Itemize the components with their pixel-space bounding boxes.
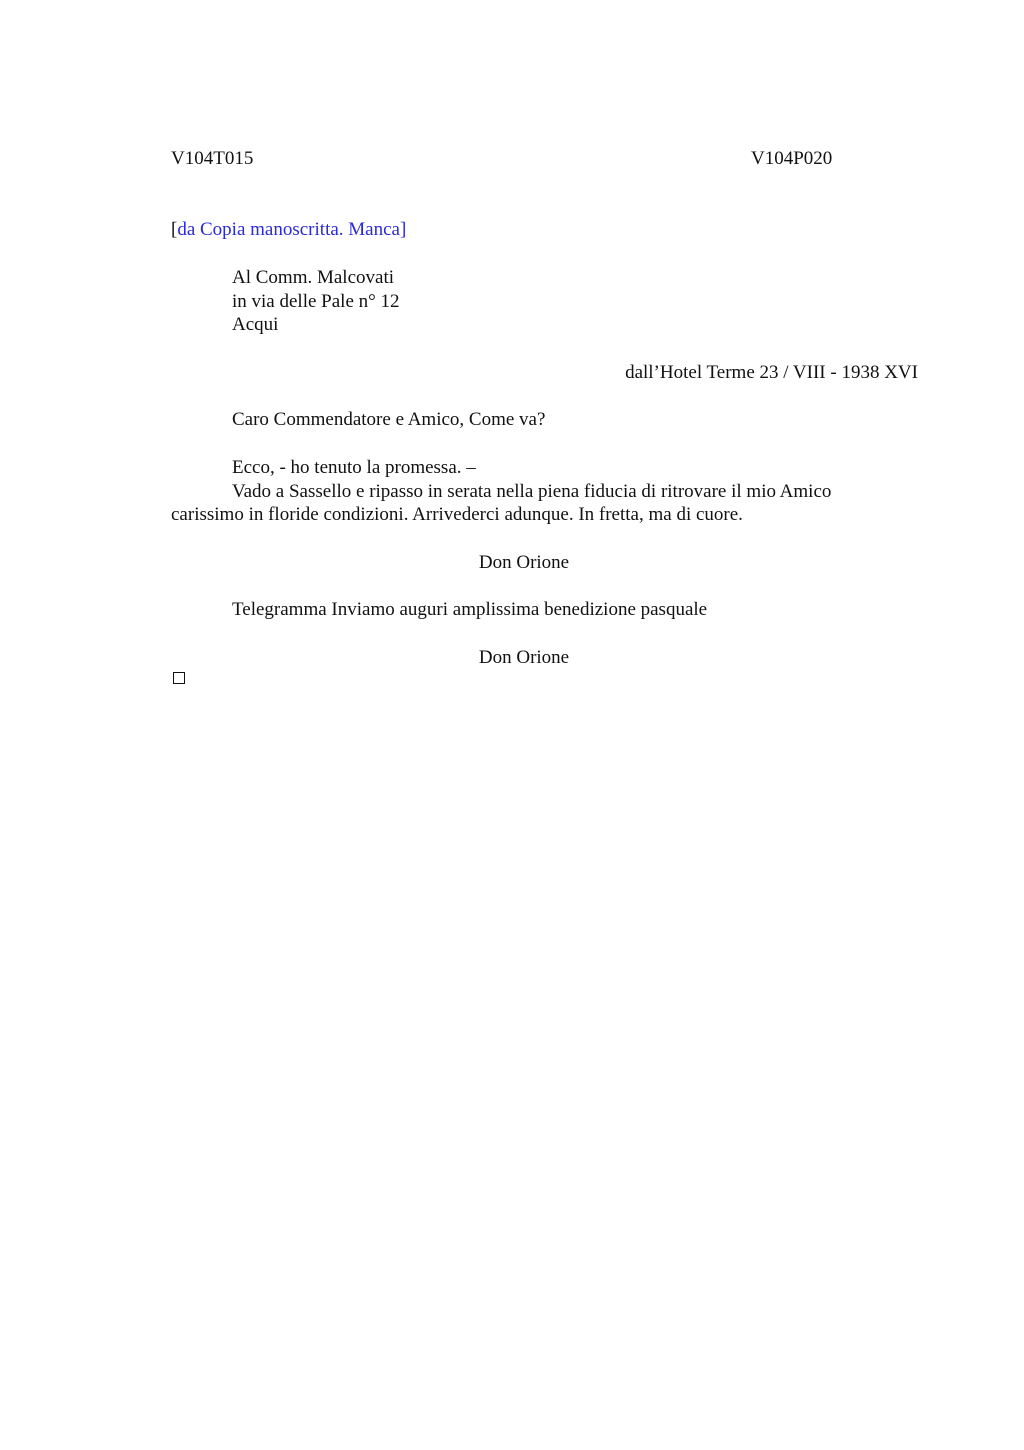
address-line-2: in via delle Pale n° 12 (232, 291, 400, 312)
body-paragraph-2-line-2: carissimo in floride condizioni. Arrivederci adunque. In fretta, ma di cuore. (171, 504, 743, 525)
dateline: dall’Hotel Terme 23 / VIII - 1938 XVI (625, 362, 918, 383)
source-note (171, 218, 406, 241)
document-code-left: V104T015 (171, 148, 254, 169)
address-line-1: Al Comm. Malcovati (232, 267, 395, 288)
telegram-text: Telegramma Inviamo auguri amplissima benedizione pasquale (232, 599, 708, 620)
source-note-text: da Copia manoscritta. Manca (177, 219, 400, 240)
document-code-right: V104P020 (751, 148, 833, 169)
signature-1: Don Orione (478, 552, 570, 573)
body-paragraph-2-line-1: Vado a Sassello e ripasso in serata nella piena fiducia di ritrovare il mio Amico (232, 481, 832, 502)
address-line-3: Acqui (232, 314, 279, 335)
empty-square-icon (173, 672, 185, 684)
source-note-open-bracket: [ (171, 219, 178, 240)
body-paragraph-1: Ecco, - ho tenuto la promessa. – (232, 457, 476, 478)
source-note-close-bracket: ] (399, 219, 407, 240)
salutation: Caro Commendatore e Amico, Come va? (232, 409, 546, 430)
signature-2: Don Orione (478, 647, 570, 668)
